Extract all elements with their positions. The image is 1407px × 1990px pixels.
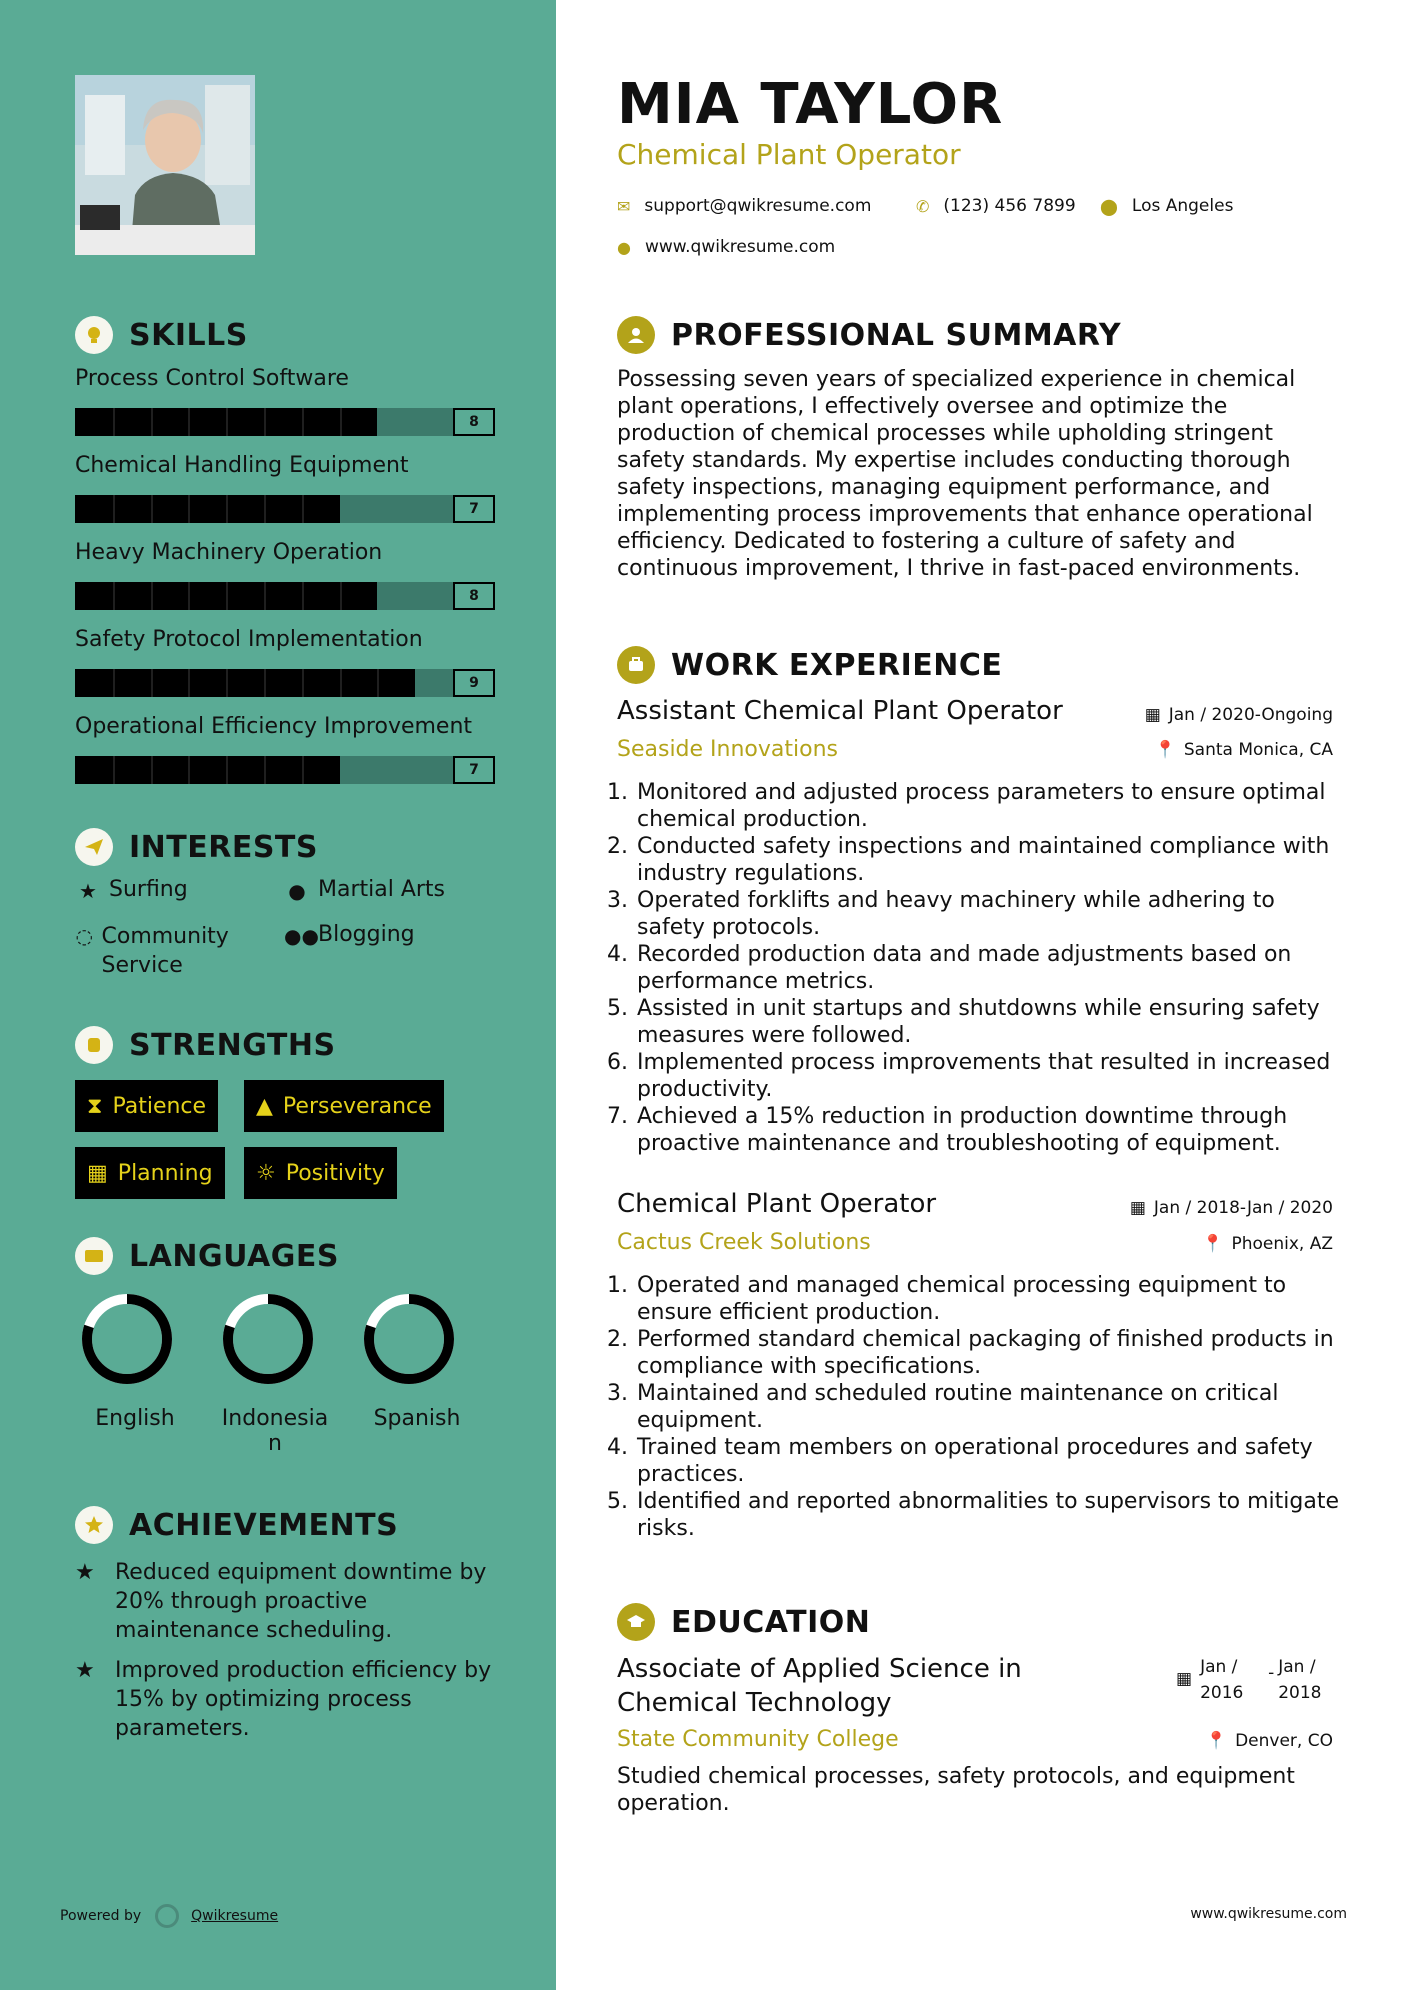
job-company: Cactus Creek Solutions bbox=[617, 1230, 871, 1255]
degree-line-1: Associate of Applied Science in bbox=[617, 1654, 1022, 1684]
lightbulb-icon bbox=[75, 316, 113, 354]
duty-item: 4. Trained team members on operational procedures and safety practices. bbox=[635, 1434, 1342, 1488]
skill-bar-tick bbox=[302, 669, 304, 697]
duty-item: 4. Recorded production data and made adjustments based on performance metrics. bbox=[635, 941, 1342, 995]
interest-label: Blogging bbox=[318, 922, 415, 947]
skill-name: Operational Efficiency Improvement bbox=[75, 714, 473, 739]
interest-label: Community Service bbox=[101, 924, 229, 978]
skill-bar-tick bbox=[151, 582, 153, 610]
achievement-item bbox=[75, 1558, 495, 1645]
achievement-item bbox=[75, 1656, 495, 1743]
skill-bar-fill bbox=[75, 669, 415, 697]
language-ring-spanish bbox=[362, 1292, 456, 1390]
duty-item: 1. Monitored and adjusted process parameters to ensure optimal chemical production. bbox=[635, 779, 1342, 833]
website-text[interactable]: www.qwikresume.com bbox=[644, 237, 836, 257]
star-badge-icon bbox=[75, 1506, 113, 1544]
skill-item bbox=[75, 714, 500, 778]
summary-heading bbox=[617, 316, 1121, 354]
skill-name: Process Control Software bbox=[75, 366, 349, 391]
skills-title: SKILLS bbox=[129, 317, 248, 353]
interest-item bbox=[284, 877, 445, 905]
job-location bbox=[1202, 1234, 1333, 1254]
job-dates bbox=[1145, 705, 1333, 725]
footer-url[interactable]: www.qwikresume.com bbox=[1190, 1906, 1347, 1922]
phone-icon: ✆ bbox=[916, 196, 930, 216]
skill-item bbox=[75, 540, 500, 604]
calendar-icon: ▦ bbox=[1176, 1669, 1193, 1689]
strength-badge bbox=[244, 1080, 444, 1132]
strength-label: Perseverance bbox=[282, 1093, 432, 1119]
language-ring-english bbox=[80, 1292, 174, 1390]
education-school: State Community College bbox=[617, 1727, 899, 1752]
skill-score: 7 bbox=[453, 756, 495, 784]
qwikresume-link[interactable]: Qwikresume bbox=[191, 1908, 279, 1924]
globe-icon: ● bbox=[617, 237, 631, 257]
email-text[interactable]: support@qwikresume.com bbox=[644, 196, 872, 216]
skill-bar-tick bbox=[151, 756, 153, 784]
contact-email bbox=[617, 196, 871, 216]
job-title: Chemical Plant Operator bbox=[617, 1189, 937, 1219]
skill-score: 8 bbox=[453, 408, 495, 436]
education-title: EDUCATION bbox=[671, 1604, 871, 1640]
interests-title: INTERESTS bbox=[129, 829, 318, 865]
skill-bar-tick bbox=[188, 756, 190, 784]
skill-name: Chemical Handling Equipment bbox=[75, 453, 409, 478]
achievement-text: Improved production efficiency by 15% by optimizing process parameters. bbox=[115, 1658, 492, 1741]
star-icon: ★ bbox=[79, 879, 97, 903]
language-label: English bbox=[95, 1406, 175, 1431]
job-location bbox=[1155, 740, 1333, 760]
summary-title: PROFESSIONAL SUMMARY bbox=[671, 317, 1122, 353]
interest-label: Martial Arts bbox=[318, 877, 446, 902]
skill-bar-tick bbox=[113, 408, 115, 436]
strength-label: Positivity bbox=[285, 1160, 385, 1186]
language-label: Spanish bbox=[373, 1406, 461, 1431]
education-end: Jan / 2018 bbox=[1278, 1657, 1322, 1703]
job-duties bbox=[617, 1272, 1342, 1542]
skill-bar bbox=[75, 582, 495, 610]
strength-badge bbox=[75, 1080, 218, 1132]
users-icon: ●● bbox=[284, 924, 319, 948]
skill-bar bbox=[75, 669, 495, 697]
skill-bar-tick bbox=[113, 756, 115, 784]
language-ring-indonesian bbox=[221, 1292, 315, 1390]
calendar-icon: ▦ bbox=[1144, 705, 1161, 725]
calendar-icon: ▦ bbox=[1129, 1198, 1146, 1218]
language-icon bbox=[75, 1237, 113, 1275]
skill-score: 8 bbox=[453, 582, 495, 610]
skill-bar-tick bbox=[377, 669, 379, 697]
skill-bar bbox=[75, 495, 495, 523]
achievements-heading bbox=[75, 1506, 398, 1544]
degree-line-2: Chemical Technology bbox=[617, 1688, 892, 1718]
duty-item: 6. Implemented process improvements that resulted in increased productivity. bbox=[635, 1049, 1342, 1103]
skill-bar-tick bbox=[113, 582, 115, 610]
interest-item bbox=[284, 922, 415, 950]
skill-bar-tick bbox=[264, 582, 266, 610]
job-dates-text: Jan / 2018-Jan / 2020 bbox=[1153, 1198, 1333, 1218]
skill-score: 9 bbox=[453, 669, 495, 697]
summary-text: Possessing seven years of specialized experience in chemical plant operations, I effectively oversee and optimize the production of chemical processes while upholding stringent safety standards. My expertise includes conducting thorough safety inspections, managing equipment performance, and implementing process improvements that enhance operational efficiency. Dedicated to fostering a culture of safety and continuous improvement, I thrive in fast-paced environments. bbox=[617, 367, 1313, 581]
globe-icon: ● bbox=[288, 879, 306, 903]
skill-bar-tick bbox=[340, 408, 342, 436]
skill-item bbox=[75, 366, 500, 430]
achievement-text: Reduced equipment downtime by 20% through proactive maintenance scheduling. bbox=[115, 1560, 487, 1643]
graduation-icon bbox=[617, 1603, 655, 1641]
skill-bar-tick bbox=[264, 756, 266, 784]
strength-label: Patience bbox=[112, 1093, 207, 1119]
skill-name: Heavy Machinery Operation bbox=[75, 540, 383, 565]
job-location-text: Santa Monica, CA bbox=[1183, 740, 1333, 760]
degree-title bbox=[617, 1652, 1022, 1720]
skill-item bbox=[75, 453, 500, 517]
skill-bar bbox=[75, 408, 495, 436]
strength-badge bbox=[244, 1147, 397, 1199]
strength-badge bbox=[75, 1147, 225, 1199]
experience-title: WORK EXPERIENCE bbox=[671, 647, 1003, 683]
duty-item: 1. Operated and managed chemical processing equipment to ensure efficient production. bbox=[635, 1272, 1342, 1326]
map-marker-icon: ⬤ bbox=[1100, 196, 1118, 216]
job-dates-text: Jan / 2020-Ongoing bbox=[1168, 705, 1333, 725]
skill-bar-tick bbox=[226, 669, 228, 697]
interest-item bbox=[75, 922, 255, 980]
duty-item: 2. Performed standard chemical packaging of finished products in compliance with specifications. bbox=[635, 1326, 1342, 1380]
skill-bar-tick bbox=[264, 495, 266, 523]
powered-by bbox=[60, 1904, 278, 1928]
job-company: Seaside Innovations bbox=[617, 737, 838, 762]
skills-heading bbox=[75, 316, 248, 354]
job-dates bbox=[1130, 1198, 1333, 1218]
duty-item: 7. Achieved a 15% reduction in production downtime through proactive maintenance and troubleshooting of equipment. bbox=[635, 1103, 1342, 1157]
interest-item bbox=[75, 877, 188, 905]
skill-bar-tick bbox=[226, 495, 228, 523]
skill-bar-tick bbox=[264, 669, 266, 697]
duty-item: 3. Operated forklifts and heavy machinery while adhering to safety protocols. bbox=[635, 887, 1342, 941]
pin-icon: 📍 bbox=[1154, 740, 1176, 760]
star-icon: ★ bbox=[75, 1560, 95, 1585]
user-icon bbox=[617, 316, 655, 354]
experience-heading bbox=[617, 646, 1002, 684]
sidebar bbox=[0, 0, 556, 1990]
skill-bar-tick bbox=[226, 582, 228, 610]
job-location-text: Phoenix, AZ bbox=[1231, 1234, 1333, 1254]
road-icon: ▲ bbox=[256, 1093, 273, 1119]
candidate-name: MIA TAYLOR bbox=[617, 72, 1004, 137]
skill-name: Safety Protocol Implementation bbox=[75, 627, 423, 652]
education-start: Jan / 2016 bbox=[1200, 1657, 1244, 1703]
duty-item: 5. Assisted in unit startups and shutdowns while ensuring safety measures were followed. bbox=[635, 995, 1342, 1049]
education-dates bbox=[1176, 1654, 1342, 1706]
skill-bar-tick bbox=[188, 408, 190, 436]
location-text: Los Angeles bbox=[1131, 196, 1234, 216]
fist-icon bbox=[75, 1026, 113, 1064]
skill-bar-tick bbox=[302, 408, 304, 436]
job-title: Assistant Chemical Plant Operator bbox=[617, 696, 1063, 726]
languages-heading bbox=[75, 1237, 339, 1275]
envelope-icon: ✉ bbox=[617, 196, 631, 216]
shield-icon: ◌ bbox=[75, 924, 93, 948]
skill-bar-tick bbox=[151, 408, 153, 436]
skill-bar-tick bbox=[226, 756, 228, 784]
profile-photo bbox=[75, 75, 255, 255]
contact-website bbox=[617, 237, 835, 257]
skill-bar-tick bbox=[302, 756, 304, 784]
skill-bar-tick bbox=[151, 669, 153, 697]
duty-item: 5. Identified and reported abnormalities to supervisors to mitigate risks. bbox=[635, 1488, 1342, 1542]
education-description: Studied chemical processes, safety protocols, and equipment operation. bbox=[617, 1764, 1295, 1816]
skill-bar-tick bbox=[264, 408, 266, 436]
phone-text: (123) 456 7899 bbox=[943, 196, 1076, 216]
strength-label: Planning bbox=[117, 1160, 213, 1186]
paper-plane-icon bbox=[75, 828, 113, 866]
qwikresume-logo-icon bbox=[155, 1904, 179, 1928]
skill-bar-tick bbox=[188, 495, 190, 523]
pin-icon: 📍 bbox=[1202, 1234, 1224, 1254]
skill-bar-tick bbox=[188, 582, 190, 610]
skill-bar-tick bbox=[302, 582, 304, 610]
job-duties bbox=[617, 779, 1342, 1157]
skill-score: 7 bbox=[453, 495, 495, 523]
skill-bar-tick bbox=[302, 495, 304, 523]
achievements-title: ACHIEVEMENTS bbox=[129, 1507, 399, 1543]
duty-item: 3. Maintained and scheduled routine maintenance on critical equipment. bbox=[635, 1380, 1342, 1434]
skill-bar bbox=[75, 756, 495, 784]
strengths-heading bbox=[75, 1026, 336, 1064]
calendar-icon: ▦ bbox=[87, 1160, 108, 1186]
education-location bbox=[1206, 1731, 1333, 1751]
hourglass-icon: ⧗ bbox=[87, 1093, 103, 1119]
languages-title: LANGUAGES bbox=[129, 1238, 339, 1274]
skill-bar-tick bbox=[113, 669, 115, 697]
duty-item: 2. Conducted safety inspections and maintained compliance with industry regulations. bbox=[635, 833, 1342, 887]
skill-bar-tick bbox=[226, 408, 228, 436]
contact-location bbox=[1100, 196, 1233, 216]
skill-item bbox=[75, 627, 500, 691]
powered-by-text: Powered by bbox=[60, 1908, 142, 1924]
skill-bar-tick bbox=[188, 669, 190, 697]
skill-bar-tick bbox=[113, 495, 115, 523]
star-icon: ★ bbox=[75, 1658, 95, 1683]
contact-phone bbox=[916, 196, 1076, 216]
strengths-title: STRENGTHS bbox=[129, 1027, 336, 1063]
skill-bar-tick bbox=[151, 495, 153, 523]
interest-label: Surfing bbox=[109, 877, 188, 902]
candidate-role: Chemical Plant Operator bbox=[617, 138, 961, 171]
interests-heading bbox=[75, 828, 318, 866]
sun-icon: ☼ bbox=[256, 1160, 276, 1186]
briefcase-icon bbox=[617, 646, 655, 684]
language-label: Indonesian bbox=[221, 1406, 329, 1456]
education-date-separator: - bbox=[1268, 1663, 1275, 1683]
education-location-text: Denver, CO bbox=[1235, 1731, 1333, 1751]
skill-bar-tick bbox=[340, 669, 342, 697]
education-heading bbox=[617, 1603, 870, 1641]
pin-icon: 📍 bbox=[1205, 1731, 1228, 1751]
skill-bar-tick bbox=[340, 582, 342, 610]
